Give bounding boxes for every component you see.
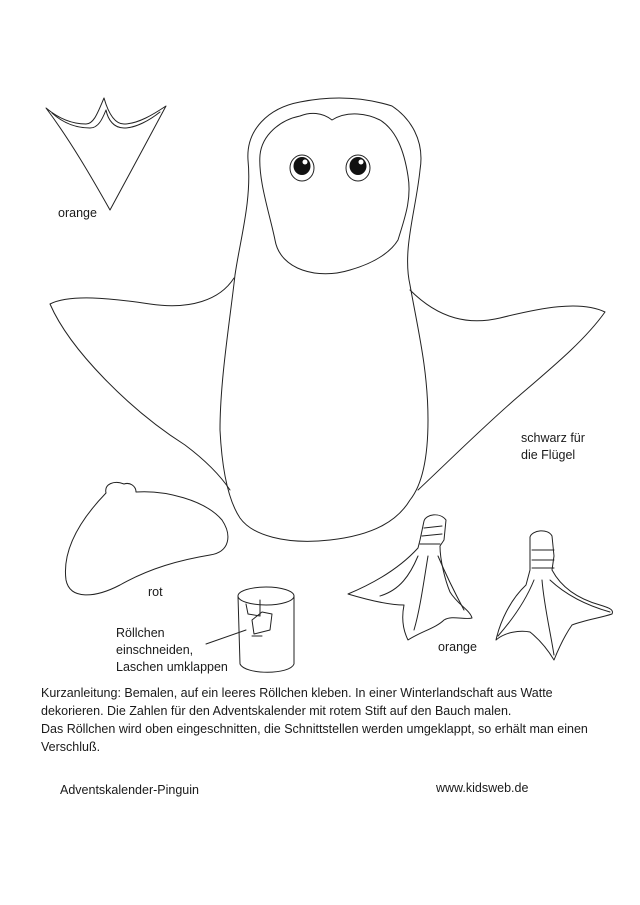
wings-color-label-line2: die Flügel (521, 448, 576, 462)
instructions-paragraph-1: Kurzanleitung: Bemalen, auf ein leeres Röllchen kleben. In einer Winterlandschaft aus Watte dekorieren. Die Zahlen für den Adventskalender mit rotem Stift auf den Bauch malen. (41, 686, 553, 718)
face-mask-outline (260, 113, 409, 273)
left-foot-shape (348, 515, 472, 640)
right-eye (346, 155, 370, 181)
roll-label-line3: Laschen umklappen (116, 660, 228, 674)
right-wing-shape (410, 290, 605, 490)
beak-color-label: orange (58, 206, 97, 220)
footer-title: Adventskalender-Pinguin (60, 783, 199, 797)
hat-color-label: rot (148, 585, 163, 599)
roll-pointer-line (206, 630, 246, 644)
paper-roll (238, 587, 294, 672)
body-outline (220, 98, 428, 541)
beak-shape (46, 98, 166, 210)
left-eye (290, 155, 314, 181)
instructions-paragraph-2: Das Röllchen wird oben eingeschnitten, die Schnittstellen werden umgeklappt, so erhält man einen Verschluß. (41, 722, 588, 754)
feet-color-label: orange (438, 640, 477, 654)
hat-shape (65, 482, 227, 594)
roll-label-line1: Röllchen (116, 626, 165, 640)
roll-label-line2: einschneiden, (116, 643, 194, 657)
wings-color-label-line1: schwarz für (521, 431, 585, 445)
left-wing-shape (50, 278, 234, 490)
instructions-block (41, 684, 611, 756)
right-foot-shape (496, 531, 613, 660)
footer-website: www.kidsweb.de (436, 781, 529, 795)
